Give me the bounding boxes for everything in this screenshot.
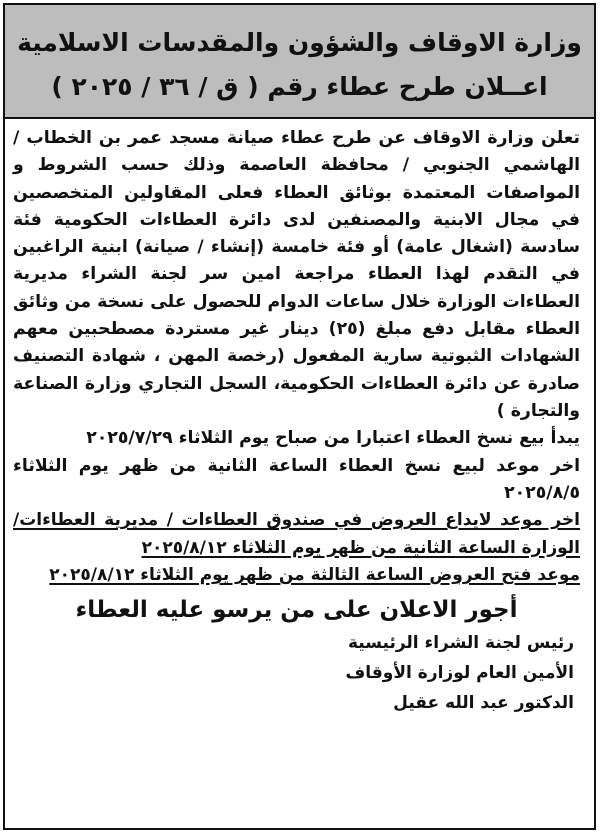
signature-title: رئيس لجنة الشراء الرئيسية [347,632,574,653]
advertisement-fee-note: أجور الاعلان على من يرسو عليه العطاء [75,596,518,623]
advertisement-body [5,119,594,718]
advertisement-frame [3,3,596,830]
header-band [5,5,594,119]
tender-title: اعــلان طرح عطاء رقم ( ق / ٣٦ / ٢٠٢٥ ) [51,72,548,101]
signature-position: الأمين العام لوزارة الأوقاف [345,662,574,683]
sale-end-date: اخر موعد لبيع نسخ العطاء الساعة الثانية من ظهر يوم الثلاثاء ٢٠٢٥/٨/٥ [13,455,580,503]
tender-description: تعلن وزارة الاوقاف عن طرح عطاء صيانة مسجد عمر بن الخطاب / الهاشمي الجنوبي / محافظة العاصمة وذلك حسب الشروط و المواصفات المعتمدة بوثائق العطاء فعلى المقاولين المتخصصين في مجال الابنية والمصنفين لدى دائرة العطاءات الحكومية فئة سادسة (اشغال عامة) أو فئة خامسة (إنشاء / صيانة) ابنية الراغبين في التقدم لهذا العطاء مراجعة امين سر لجنة الشراء مديرية العطاءات الوزارة خلال ساعات الدوام للحصول على نسخة من وثائق العطاء مقابل دفع مبلغ (٢٥) دينار غير مستردة مصطحبين معهم الشهادات الثبوتية سارية المفعول (رخصة المهن ، شهادة التصنيف صادرة عن دائرة العطاءات الحكومية، السجل التجاري وزارة الصناعة والتجارة ) [13,128,580,421]
sale-start-date: يبدأ بيع نسخ العطاء اعتبارا من صباح يوم الثلاثاء ٢٠٢٥/٧/٢٩ [86,428,580,449]
ministry-name: وزارة الاوقاف والشؤون والمقدسات الاسلامية [17,28,582,57]
deposit-deadline: اخر موعد لايداع العروض في صندوق العطاءات / مديرية العطاءات/ الوزارة الساعة الثانية من ظهر يوم الثلاثاء ٢٠٢٥/٨/١٢ [13,510,580,558]
opening-date: موعد فتح العروض الساعة الثالثة من ظهر يوم الثلاثاء ٢٠٢٥/٨/١٢ [49,565,580,586]
signature-name: الدكتور عبد الله عقيل [393,692,574,713]
